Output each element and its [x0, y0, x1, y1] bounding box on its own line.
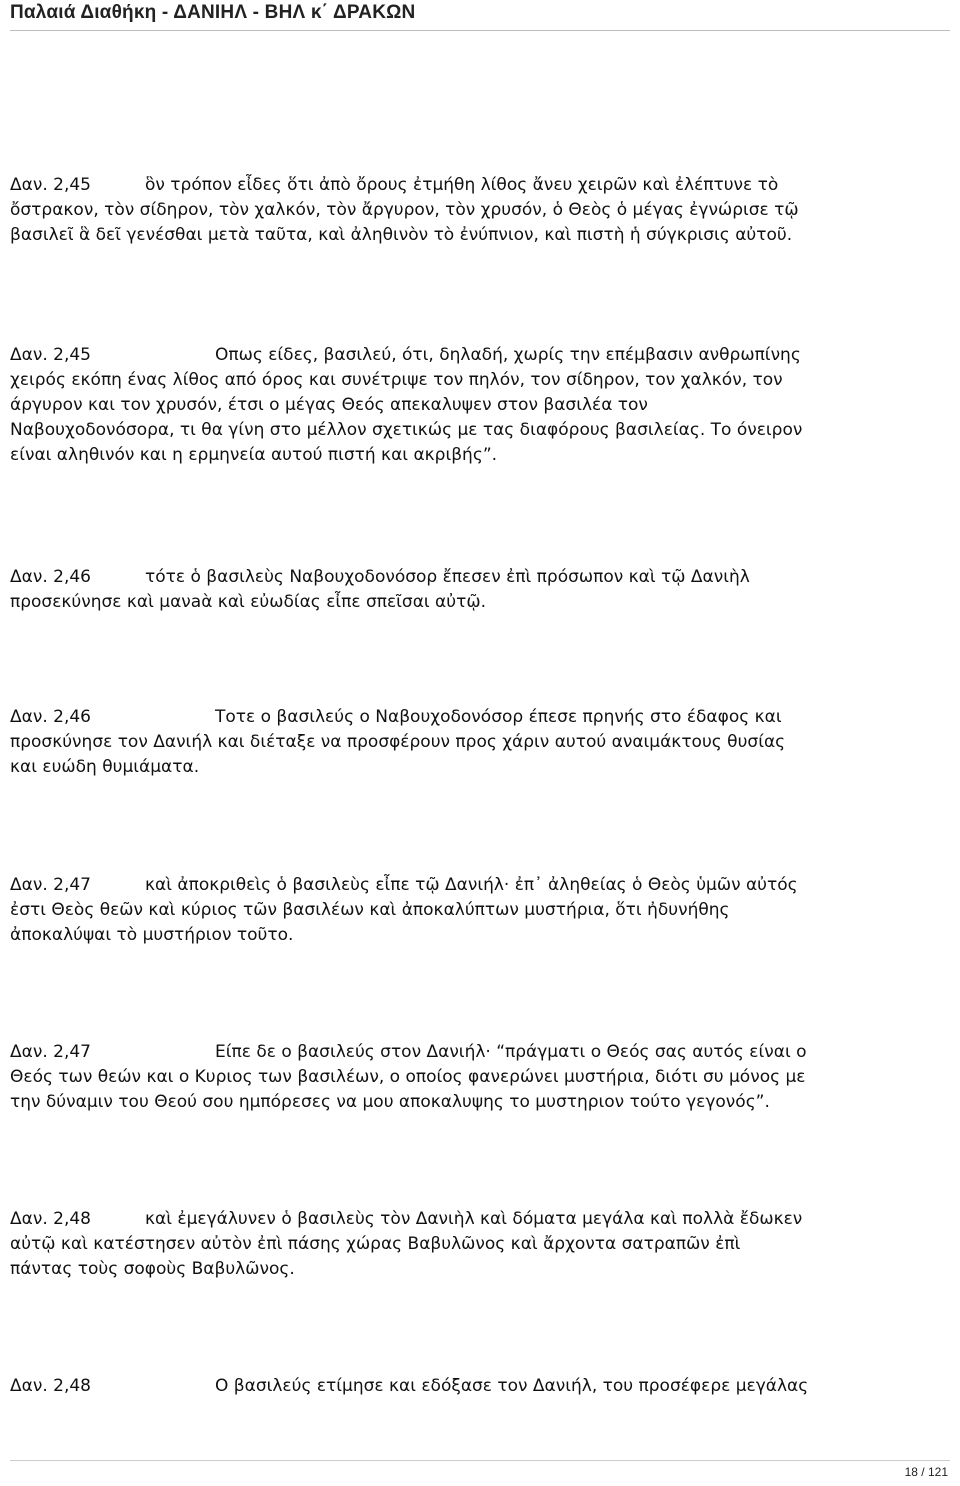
verse-text: Ο βασιλεύς ετίμησε και εδόξασε τον Δανιήλ, του προσέφερε μεγάλας [215, 1376, 809, 1396]
verse-text: καὶ ἀποκριθεὶς ὁ βασιλεὺς εἶπε τῷ Δανιήλ· ἐπ᾿ ἀληθείας ὁ Θεὸς ὑμῶν αὐτός [145, 875, 798, 895]
verse-line: είναι αληθινόν και η ερμηνεία αυτού πιστή και ακριβής”. [10, 445, 498, 465]
verse-line: βασιλεῖ ἃ δεῖ γενέσθαι μετὰ ταῦτα, καὶ ἀληθινὸν τὸ ἐνύπνιον, καὶ πιστὴ ἡ σύγκρισις αὐτοῦ. [10, 225, 793, 245]
page-header [10, 0, 950, 31]
verse-ref: Δαν. 2,45 [10, 175, 91, 195]
verse-text: Οπως είδες, βασιλεύ, ότι, δηλαδή, χωρίς την επέμβασιν ανθρωπίνης [215, 345, 801, 365]
verse-text: καὶ ἐμεγάλυνεν ὁ βασιλεὺς τὸν Δανιὴλ καὶ δόματα μεγάλα καὶ πολλὰ ἔδωκεν [145, 1209, 803, 1229]
verse-line: ἐστι Θεὸς θεῶν καὶ κύριος τῶν βασιλέων καὶ ἀποκαλύπτων μυστήρια, ὅτι ἠδυνήθης [10, 900, 730, 920]
verse-text: Τοτε ο βασιλεύς ο Ναβουχοδονόσορ έπεσε πρηνής στο έδαφος και [215, 707, 782, 727]
verse-line [10, 873, 960, 898]
verse-modern-2-46 [10, 705, 960, 780]
verse-greek-2-45 [10, 173, 960, 248]
verse-line: προσεκύνησε καὶ μανaὰ καὶ εὐωδίας εἶπε σπεῖσαι αὐτῷ. [10, 592, 486, 612]
verse-line: και ευώδη θυμιάματα. [10, 757, 200, 777]
verse-line: ὄστρακον, τὸν σίδηρον, τὸν χαλκόν, τὸν ἄργυρον, τὸν χρυσόν, ὁ Θεὸς ὁ μέγας ἐγνώρισε τῷ [10, 200, 799, 220]
verse-line: χειρός εκόπη ένας λίθος από όρος και συνέτριψε τον πηλόν, τον σίδηρον, τον χαλκόν, τον [10, 370, 783, 390]
verse-greek-2-47 [10, 873, 960, 948]
verse-modern-2-45 [10, 343, 960, 468]
verse-ref: Δαν. 2,48 [10, 1209, 91, 1229]
verse-modern-2-48 [10, 1374, 960, 1399]
verse-ref: Δαν. 2,46 [10, 707, 91, 727]
verse-text: Είπε δε ο βασιλεύς στον Δανιήλ· “πράγματι ο Θεός σας αυτός είναι ο [215, 1042, 807, 1062]
verse-line [10, 173, 960, 198]
document-title: Παλαιά Διαθήκη - ΔΑΝΙΗΛ - ΒΗΛ κ΄ ΔΡΑΚΩΝ [10, 2, 416, 23]
verse-line: προσκύνησε τον Δανιήλ και διέταξε να προσφέρουν προς χάριν αυτού αναιμάκτους θυσίας [10, 732, 786, 752]
verse-text: ὃν τρόπον εἶδες ὅτι ἀπὸ ὄρους ἐτμήθη λίθος ἄνευ χειρῶν καὶ ἐλέπτυνε τὸ [145, 175, 779, 195]
verse-greek-2-46 [10, 565, 960, 615]
page-number: 18 / 121 [904, 1465, 948, 1479]
verse-line [10, 343, 960, 368]
verse-ref: Δαν. 2,47 [10, 1042, 91, 1062]
verse-ref: Δαν. 2,45 [10, 345, 91, 365]
verse-greek-2-48 [10, 1207, 960, 1282]
verse-text: τότε ὁ βασιλεὺς Ναβουχοδονόσορ ἔπεσεν ἐπὶ πρόσωπον καὶ τῷ Δανιὴλ [145, 567, 750, 587]
verse-line: άργυρον και τον χρυσόν, έτσι ο μέγας Θεός απεκαλυψεν στον βασιλέα τον [10, 395, 648, 415]
verse-line [10, 705, 960, 730]
verse-line: αὐτῷ καὶ κατέστησεν αὐτὸν ἐπὶ πάσης χώρας Βαβυλῶνος καὶ ἄρχοντα σατραπῶν ἐπὶ [10, 1234, 741, 1254]
verse-line: Θεός των θεών και ο Κυριος των βασιλέων, ο οποίος φανερώνει μυστήρια, διότι συ μόνος με [10, 1067, 806, 1087]
verse-line: Ναβουχοδονόσορα, τι θα γίνη στο μέλλον σχετικώς με τας διαφόρους βασιλείας. Το όνειρον [10, 420, 803, 440]
verse-line: πάντας τοὺς σοφοὺς Βαβυλῶνος. [10, 1259, 295, 1279]
verse-line [10, 1040, 960, 1065]
verse-ref: Δαν. 2,47 [10, 875, 91, 895]
verse-line [10, 1207, 960, 1232]
verse-line [10, 565, 960, 590]
verse-ref: Δαν. 2,48 [10, 1376, 91, 1396]
verse-line: την δύναμιν του Θεού σου ημπόρεσες να μου αποκαλυψης το μυστηριον τούτο γεγονός”. [10, 1092, 770, 1112]
verse-ref: Δαν. 2,46 [10, 567, 91, 587]
verse-modern-2-47 [10, 1040, 960, 1115]
verse-line [10, 1374, 960, 1399]
verse-line: ἀποκαλύψαι τὸ μυστήριον τοῦτο. [10, 925, 294, 945]
page-footer [10, 1460, 950, 1486]
